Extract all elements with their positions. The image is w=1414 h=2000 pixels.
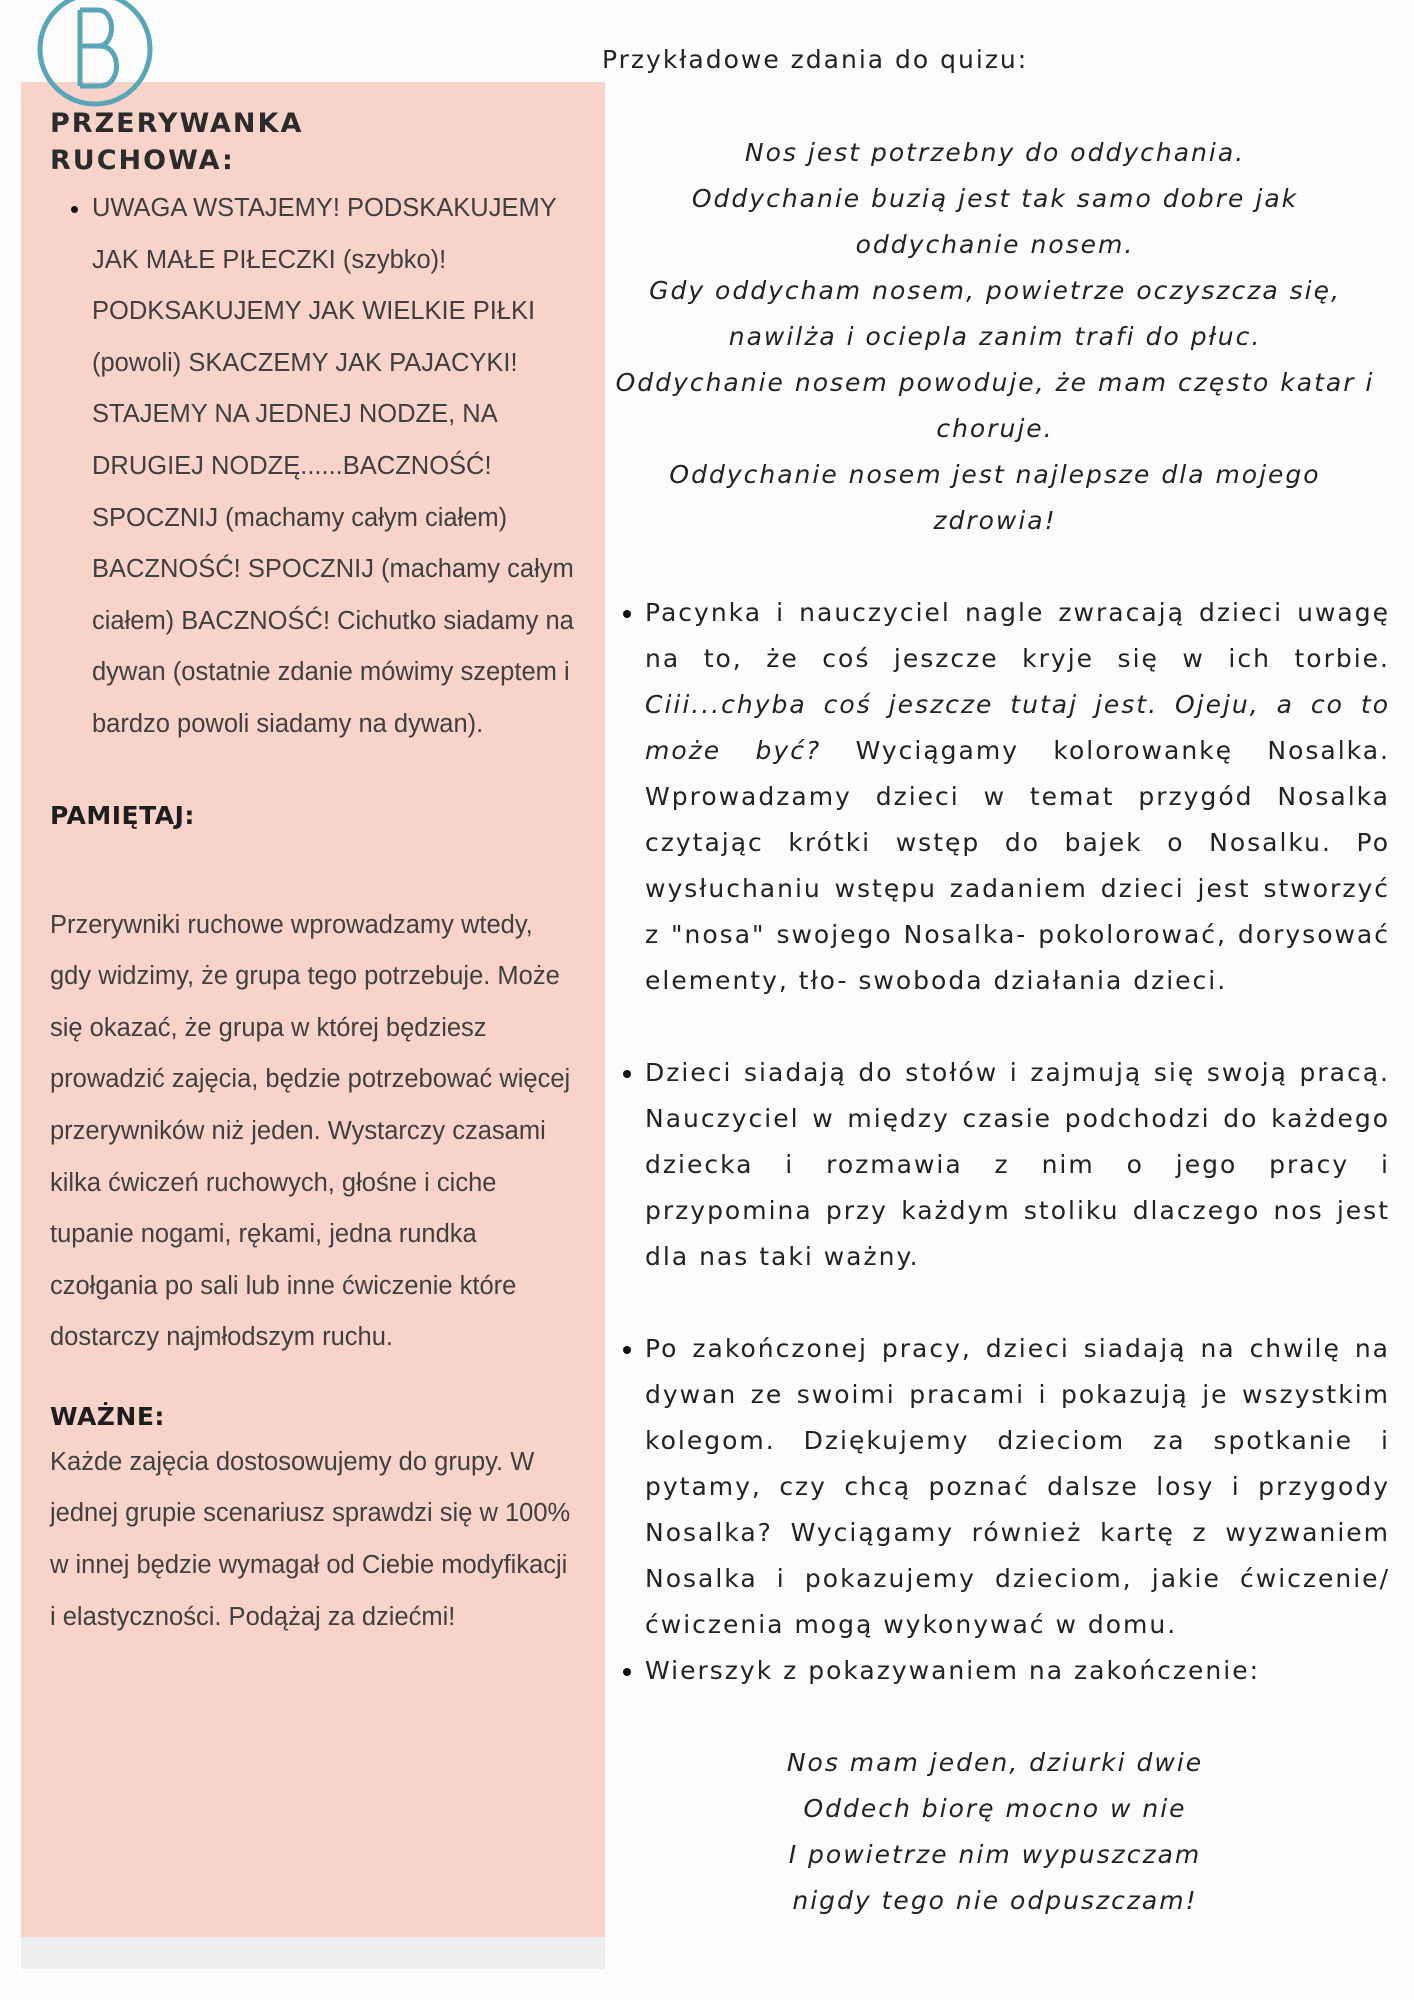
poem-line: Nos mam jeden, dziurki dwie (786, 1748, 1204, 1777)
poem-line: Oddech biorę mocno w nie (803, 1794, 1187, 1823)
quiz-sentence: Oddychanie nosem powoduje, że mam często katar i choruje. (615, 368, 1375, 443)
activity-text: Pacynka i nauczyciel nagle zwracają dzieci uwagę na to, że coś jeszcze kryje się w ich torbie. (645, 598, 1390, 673)
poem (600, 1740, 1390, 1924)
activity-item (645, 590, 1390, 1004)
exercise-list (50, 183, 580, 751)
quiz-sentence: Nos jest potrzebny do oddychania. (744, 138, 1246, 167)
activity-italic: Ciii...chyba coś jeszcze tutaj jest. Ojeju, a co to może być? (645, 690, 1390, 765)
left-panel-bottom-strip (21, 1937, 605, 1969)
remember-text: Przerywniki ruchowe wprowadzamy wtedy, gdy widzimy, że grupa tego potrzebuje. Może się okazać, że grupa w której będziesz prowadzić zajęcia, będzie potrzebować więcej przerywników niż jeden. Wystarczy czasami kilka ćwiczeń ruchowych, głośne i ciche tupanie nogami, rękami, jedna rundka czołgania po sali lub inne ćwiczenie które dostarczy najmłodszym ruchu. (50, 910, 571, 1352)
important-text: Każde zajęcia dostosowujemy do grupy. W jednej grupie scenariusz sprawdzi się w 100% w innej będzie wymagał od Ciebie modyfikacji i elastyczności. Podążaj za dziećmi! (50, 1447, 571, 1631)
activity-item: • Wierszyk z pokazywaniem na zakończenie: (645, 1648, 1390, 1694)
right-column (600, 40, 1390, 1924)
quiz-sentence: Oddychanie nosem jest najlepsze dla mojego zdrowia! (669, 460, 1321, 535)
important-heading: WAŻNE: (50, 1401, 165, 1431)
logo (36, 0, 154, 108)
activity-item: • Po zakończonej pracy, dzieci siadają na chwilę na dywan ze swoimi pracami i pokazują je wszystkim kolegom. Dziękujemy dzieciom za spotkanie i pytamy, czy chcą poznać dalsze losy i przygody Nosalka? Wyciągamy również kartę z wyzwaniem Nosalka i pokazujemy dzieciom, jakie ćwiczenie/ ćwiczenia mogą wykonywać w domu. (645, 1326, 1390, 1648)
logo-icon (36, 0, 154, 108)
left-content (50, 105, 580, 1643)
quiz-sentences (600, 130, 1390, 544)
activity-text: Wyciągamy kolorowankę Nosalka. Wprowadzamy dzieci w temat przygód Nosalka czytając krótki wstęp do bajek o Nosalku. Po wysłuchaniu wstępu zadaniem dzieci jest stworzyć z "nosa" swojego Nosalka- pokolorować, dorysować elementy, tło- swoboda działania dzieci. (645, 736, 1390, 995)
poem-line: nigdy tego nie odpuszczam! (792, 1886, 1198, 1915)
activity-list (600, 590, 1390, 1694)
poem-line: I powietrze nim wypuszczam (788, 1840, 1202, 1869)
activity-item: • Dzieci siadają do stołów i zajmują się swoją pracą. Nauczyciel w między czasie podchodzi do każdego dziecka i rozmawia z nim o jego pracy i przypomina przy każdym stoliku dlaczego nos jest dla nas taki ważny. (645, 1050, 1390, 1280)
remember-heading: PAMIĘTAJ: (50, 800, 195, 830)
quiz-intro: Przykładowe zdania do quizu: (602, 45, 1029, 74)
quiz-sentence: Gdy oddycham nosem, powietrze oczyszcza się, nawilża i ociepla zanim trafi do płuc. (649, 276, 1341, 351)
exercise-item: • UWAGA WSTAJEMY! PODSKAKUJEMY JAK MAŁE PIŁECZKI (szybko)! PODKSAKUJEMY JAK WIELKIE PIŁKI (powoli) SKACZEMY JAK PAJACYKI! STAJEMY NA JEDNEJ NODZE, NA DRUGIEJ NODZĘ......BACZNOŚĆ! SPOCZNIJ (machamy całym ciałem) BACZNOŚĆ! SPOCZNIJ (machamy całym ciałem) BACZNOŚĆ! Cichutko siadamy na dywan (ostatnie zdanie mówimy szeptem i bardzo powoli siadamy na dywan). (92, 183, 580, 751)
section-title: PRZERYWANKA RUCHOWA: (50, 108, 304, 176)
quiz-sentence: Oddychanie buzią jest tak samo dobre jak oddychanie nosem. (691, 184, 1299, 259)
